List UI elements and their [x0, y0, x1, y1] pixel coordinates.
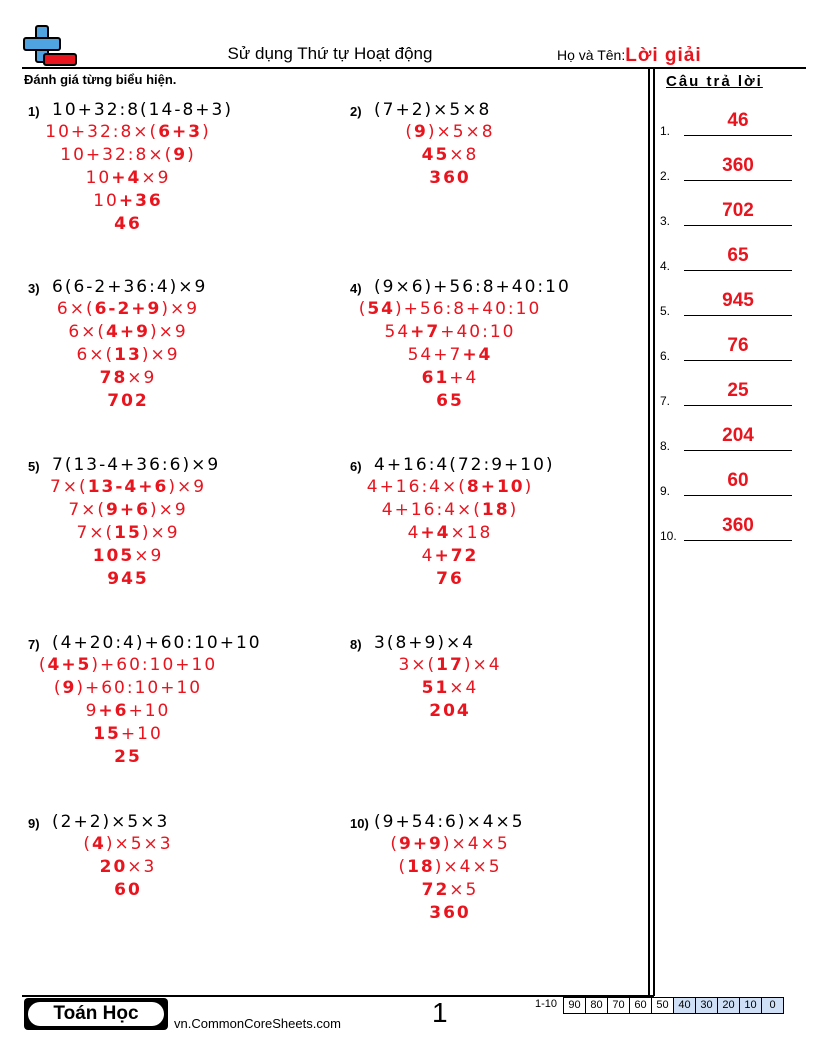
problem-number: 2): [350, 104, 362, 119]
problem-number: 1): [28, 104, 40, 119]
score-cell: 90: [563, 997, 586, 1014]
answer-row-9: [660, 468, 792, 498]
solution-step: 702: [107, 391, 149, 411]
solution-step: 65: [436, 391, 464, 411]
solution-step: 72×5: [421, 880, 479, 900]
solution-step: 46: [114, 214, 142, 234]
solution-step: 7×(13-4+6)×9: [49, 477, 207, 497]
answer-number: 2.: [660, 169, 671, 183]
answer-number: 10.: [660, 529, 677, 543]
answer-row-3: [660, 198, 792, 228]
answer-number: 1.: [660, 124, 671, 138]
problem-number: 3): [28, 281, 40, 296]
solution-step: 61+4: [421, 368, 479, 388]
answer-value: 25: [727, 380, 749, 401]
solution-step: 4+4×18: [407, 523, 493, 543]
solution-step: 7×(9+6)×9: [68, 500, 188, 520]
problem-number: 10): [350, 816, 369, 831]
problem-expression: 6(6-2+36:4)×9: [52, 277, 208, 297]
problem-expression: 3(8+9)×4: [374, 633, 476, 653]
solution-step: 60: [114, 880, 142, 900]
problem-expression: 10+32:8(14-8+3): [52, 100, 233, 120]
solution-step: 15+10: [93, 724, 163, 744]
solution-step: 6×(4+9)×9: [68, 322, 188, 342]
solution-step: (4+5)+60:10+10: [38, 655, 218, 675]
problem-number: 9): [28, 816, 40, 831]
answer-line: [684, 135, 792, 136]
problem-expression: (4+20:4)+60:10+10: [52, 633, 262, 653]
answer-row-5: [660, 288, 792, 318]
answer-line: [684, 495, 792, 496]
solution-step: 3×(17)×4: [398, 655, 502, 675]
score-cell: 20: [717, 997, 740, 1014]
subject-label: Toán Học: [28, 1002, 164, 1026]
problem-expression: (2+2)×5×3: [52, 812, 170, 832]
answer-divider-inner: [653, 68, 655, 996]
solution-step: (4)×5×3: [83, 834, 173, 854]
answer-number: 4.: [660, 259, 671, 273]
solution-step: 10+36: [93, 191, 163, 211]
instructions: Đánh giá từng biểu hiện.: [24, 72, 177, 87]
answer-line: [684, 180, 792, 181]
answer-row-8: [660, 423, 792, 453]
problem-expression: 4+16:4(72:9+10): [374, 455, 555, 475]
problem-expression: (9+54:6)×4×5: [374, 812, 525, 832]
answer-divider: [648, 68, 650, 996]
answer-row-6: [660, 333, 792, 363]
header-rule: [22, 67, 806, 69]
answer-value: 702: [722, 200, 754, 221]
answer-line: [684, 270, 792, 271]
answer-line: [684, 225, 792, 226]
solution-step: (9)×5×8: [405, 122, 495, 142]
solution-step: 105×9: [92, 546, 164, 566]
answer-row-1: [660, 108, 792, 138]
answer-number: 7.: [660, 394, 671, 408]
answer-value: 360: [722, 155, 754, 176]
answer-row-7: [660, 378, 792, 408]
solution-step: 4+16:4×(8+10): [366, 477, 534, 497]
solution-step: (9+9)×4×5: [390, 834, 510, 854]
page-number: 1: [432, 997, 448, 1028]
solution-step: (54)+56:8+40:10: [358, 299, 542, 319]
solution-step: 6×(6-2+9)×9: [56, 299, 200, 319]
worksheet-title: Sử dụng Thứ tự Hoạt động: [227, 44, 433, 63]
score-cell: 70: [607, 997, 630, 1014]
solution-step: 10+4×9: [85, 168, 171, 188]
problem-expression: 7(13-4+36:6)×9: [52, 455, 221, 475]
answer-number: 9.: [660, 484, 671, 498]
solution-step: 76: [436, 569, 464, 589]
answer-row-10: [660, 513, 792, 543]
answer-line: [684, 450, 792, 451]
solution-step: 78×9: [99, 368, 157, 388]
answer-number: 5.: [660, 304, 671, 318]
solution-step: 51×4: [421, 678, 479, 698]
problem-number: 8): [350, 637, 362, 652]
answer-value: 360: [722, 515, 754, 536]
score-range-label: 1-10: [535, 998, 558, 1010]
score-cell: 10: [739, 997, 762, 1014]
solution-step: 6×(13)×9: [76, 345, 180, 365]
problem-number: 4): [350, 281, 362, 296]
problem-number: 5): [28, 459, 40, 474]
answer-line: [684, 540, 792, 541]
solution-step: 45×8: [421, 145, 479, 165]
answer-row-2: [660, 153, 792, 183]
score-cell: 30: [695, 997, 718, 1014]
problem-number: 7): [28, 637, 40, 652]
solution-step: 9+6+10: [85, 701, 171, 721]
score-table: [564, 997, 784, 1014]
answer-value: 65: [727, 245, 749, 266]
score-cell: 80: [585, 997, 608, 1014]
solution-step: 54+7+40:10: [384, 322, 516, 342]
name-field: [557, 44, 702, 66]
problem-expression: (7+2)×5×8: [374, 100, 492, 120]
answer-value: 945: [722, 290, 754, 311]
answer-value: 76: [727, 335, 749, 356]
solution-step: 360: [429, 903, 471, 923]
answer-number: 3.: [660, 214, 671, 228]
solution-step: 204: [429, 701, 471, 721]
answer-number: 6.: [660, 349, 671, 363]
answer-line: [684, 405, 792, 406]
answer-value: 60: [727, 470, 749, 491]
answer-value: 204: [722, 425, 754, 446]
name-value: Lời giải: [625, 45, 702, 66]
score-cell: 0: [761, 997, 784, 1014]
solution-step: 10+32:8×(6+3): [45, 122, 211, 142]
answer-number: 8.: [660, 439, 671, 453]
solution-step: 54+7+4: [407, 345, 493, 365]
problem-expression: (9×6)+56:8+40:10: [374, 277, 571, 297]
answer-line: [684, 315, 792, 316]
answer-row-4: [660, 243, 792, 273]
site-url[interactable]: vn.CommonCoreSheets.com: [174, 1016, 341, 1031]
score-cell: 60: [629, 997, 652, 1014]
solution-step: 945: [107, 569, 149, 589]
name-label: Họ và Tên:: [557, 47, 626, 63]
answer-line: [684, 360, 792, 361]
answer-key-heading: Câu trả lời: [666, 73, 763, 90]
answer-value: 46: [727, 110, 749, 131]
subject-badge: [24, 998, 168, 1030]
footer-rule: [22, 995, 654, 997]
score-cell: 50: [651, 997, 674, 1014]
solution-step: (18)×4×5: [398, 857, 502, 877]
score-cell: 40: [673, 997, 696, 1014]
solution-step: (9)+60:10+10: [53, 678, 203, 698]
solution-step: 4+72: [421, 546, 479, 566]
solution-step: 7×(15)×9: [76, 523, 180, 543]
solution-step: 25: [114, 747, 142, 767]
solution-step: 20×3: [99, 857, 157, 877]
solution-step: 4+16:4×(18): [381, 500, 519, 520]
solution-step: 360: [429, 168, 471, 188]
problem-number: 6): [350, 459, 362, 474]
solution-step: 10+32:8×(9): [60, 145, 196, 165]
